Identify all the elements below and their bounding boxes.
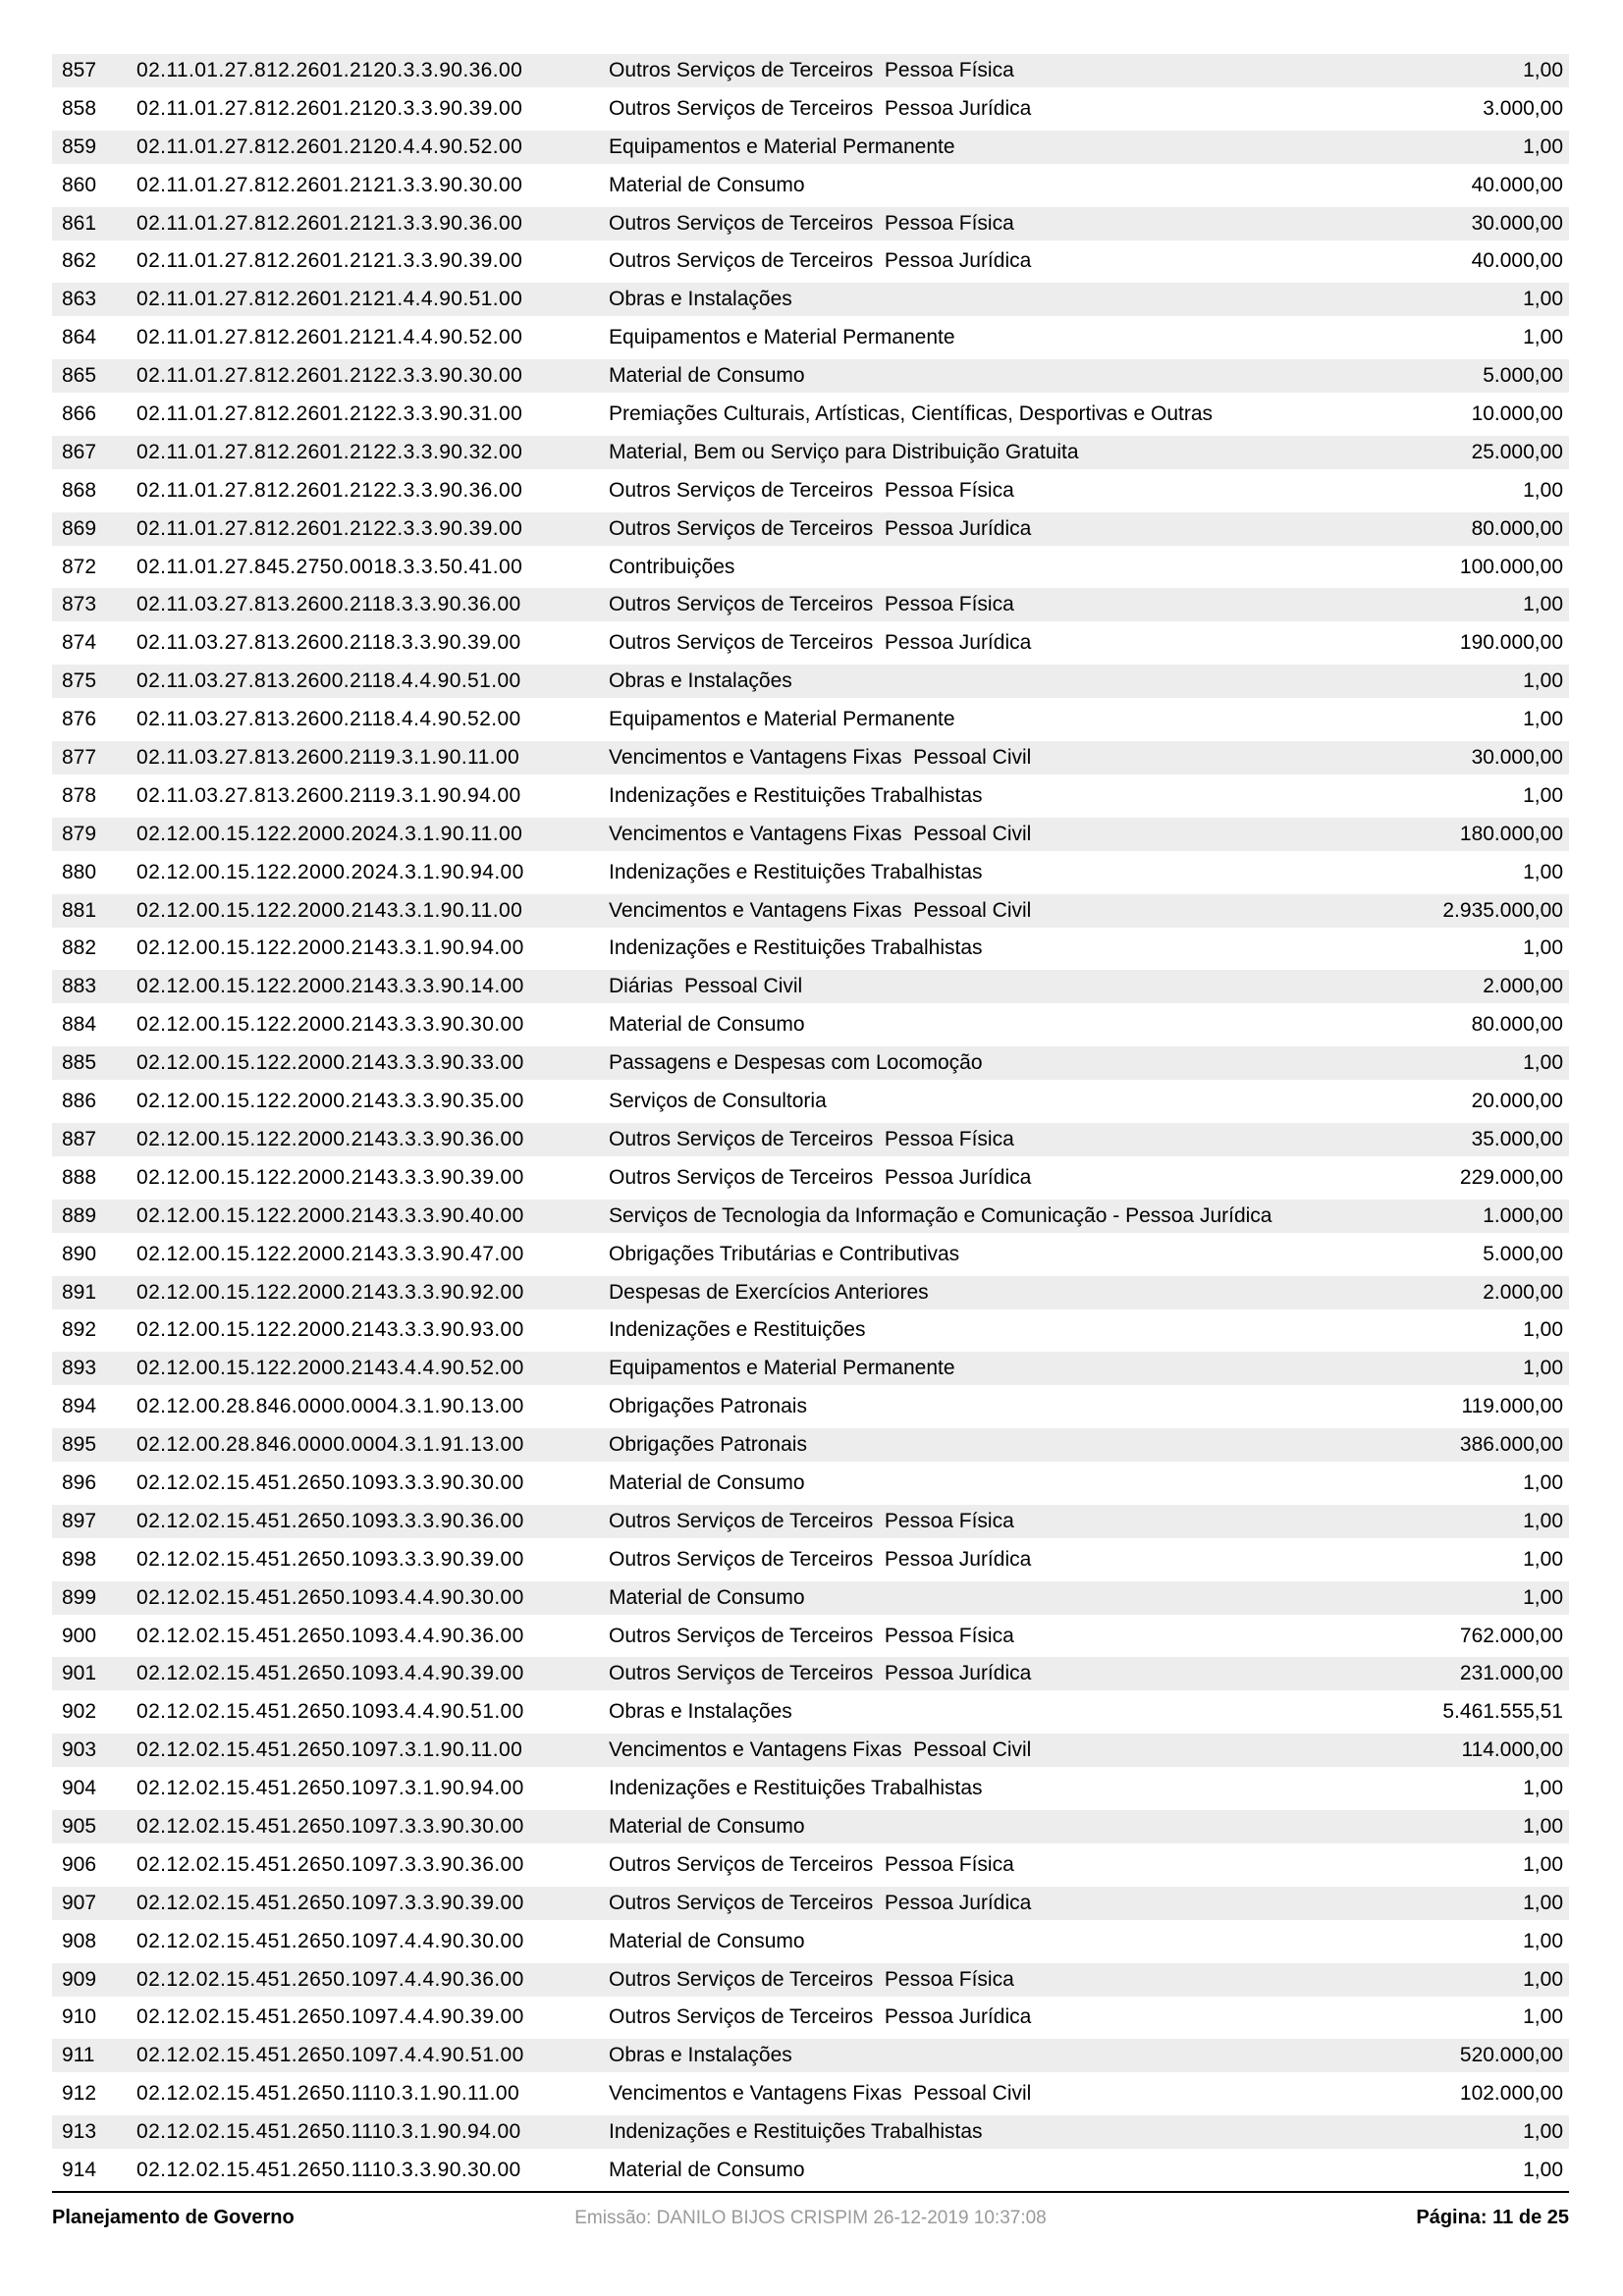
table-row: [52, 92, 1569, 126]
row-number: 901: [62, 1662, 97, 1685]
row-description: Contribuições: [609, 555, 735, 578]
row-number: 889: [62, 1203, 97, 1227]
row-value: 35.000,00: [1471, 1127, 1563, 1150]
row-description: Outros Serviços de Terceiros Pessoa Jurídica: [609, 96, 1032, 120]
row-description: Material de Consumo: [609, 173, 805, 196]
row-code: 02.12.02.15.451.2650.1097.4.4.90.39.00: [136, 2005, 524, 2029]
table-row: [52, 244, 1569, 278]
table-row: [52, 169, 1569, 202]
table-row: [52, 1657, 1569, 1690]
table-row: [52, 588, 1569, 621]
row-code: 02.11.03.27.813.2600.2118.3.3.90.39.00: [136, 631, 521, 655]
table-row: [52, 1734, 1569, 1767]
row-value: 1,00: [1523, 1547, 1563, 1571]
row-code: 02.11.03.27.813.2600.2119.3.1.90.11.00: [136, 746, 520, 770]
row-description: Outros Serviços de Terceiros Pessoa Jurídica: [609, 249, 1032, 273]
row-value: 119.000,00: [1461, 1395, 1563, 1418]
table-row: [52, 1810, 1569, 1843]
row-value: 1,00: [1523, 1891, 1563, 1914]
row-number: 904: [62, 1777, 97, 1800]
row-value: 1,00: [1523, 936, 1563, 960]
row-code: 02.11.01.27.812.2601.2121.4.4.90.52.00: [136, 326, 523, 349]
row-number: 875: [62, 669, 97, 693]
row-number: 860: [62, 173, 97, 196]
row-description: Equipamentos e Material Permanente: [609, 326, 955, 349]
row-code: 02.12.00.15.122.2000.2143.3.1.90.11.00: [136, 898, 523, 922]
row-code: 02.12.02.15.451.2650.1110.3.1.90.11.00: [136, 2082, 520, 2106]
row-value: 229.000,00: [1459, 1165, 1563, 1189]
row-number: 883: [62, 975, 97, 998]
row-number: 914: [62, 2158, 97, 2181]
table-row: [52, 207, 1569, 240]
row-description: Diárias Pessoal Civil: [609, 975, 803, 998]
table-row: [52, 474, 1569, 507]
row-value: 80.000,00: [1471, 516, 1563, 540]
row-value: 1,00: [1523, 1814, 1563, 1838]
row-code: 02.12.02.15.451.2650.1097.3.1.90.11.00: [136, 1738, 523, 1762]
row-description: Vencimentos e Vantagens Fixas Pessoal Civil: [609, 822, 1032, 845]
row-code: 02.12.02.15.451.2650.1097.4.4.90.30.00: [136, 1929, 524, 1952]
row-number: 886: [62, 1090, 97, 1113]
row-description: Obras e Instalações: [609, 2044, 792, 2067]
table-row: [52, 665, 1569, 698]
row-value: 5.461.555,51: [1442, 1700, 1563, 1724]
row-value: 1,00: [1523, 1509, 1563, 1532]
row-code: 02.12.02.15.451.2650.1093.3.3.90.36.00: [136, 1509, 524, 1532]
row-number: 859: [62, 134, 97, 158]
row-number: 912: [62, 2082, 97, 2106]
row-number: 897: [62, 1509, 97, 1532]
row-number: 868: [62, 478, 97, 502]
row-description: Vencimentos e Vantagens Fixas Pessoal Civil: [609, 746, 1032, 770]
table-row: [52, 398, 1569, 431]
table-row: [52, 2039, 1569, 2072]
row-number: 909: [62, 1967, 97, 1991]
row-description: Outros Serviços de Terceiros Pessoa Jurídica: [609, 631, 1032, 655]
row-description: Indenizações e Restituições Trabalhistas: [609, 860, 983, 883]
row-value: 1,00: [1523, 134, 1563, 158]
row-code: 02.11.01.27.812.2601.2120.4.4.90.52.00: [136, 134, 523, 158]
row-code: 02.11.01.27.812.2601.2122.3.3.90.30.00: [136, 364, 523, 388]
row-number: 913: [62, 2120, 97, 2144]
row-value: 30.000,00: [1471, 211, 1563, 235]
table-row: [52, 2077, 1569, 2110]
row-code: 02.12.00.15.122.2000.2143.3.3.90.35.00: [136, 1090, 524, 1113]
row-number: 873: [62, 593, 97, 616]
row-value: 386.000,00: [1459, 1433, 1563, 1457]
row-number: 882: [62, 936, 97, 960]
row-number: 895: [62, 1433, 97, 1457]
footer-emission-info: Emissão: DANILO BIJOS CRISPIM 26-12-2019 10:37:08: [574, 2208, 1047, 2228]
row-code: 02.12.00.15.122.2000.2024.3.1.90.11.00: [136, 822, 523, 845]
row-code: 02.12.00.15.122.2000.2143.3.3.90.40.00: [136, 1203, 524, 1227]
table-row: [52, 1008, 1569, 1041]
row-number: 877: [62, 746, 97, 770]
row-code: 02.11.01.27.812.2601.2121.3.3.90.30.00: [136, 173, 523, 196]
row-description: Equipamentos e Material Permanente: [609, 1357, 955, 1380]
row-value: 10.000,00: [1471, 402, 1563, 426]
row-description: Outros Serviços de Terceiros Pessoa Física: [609, 1967, 1014, 1991]
row-value: 40.000,00: [1471, 173, 1563, 196]
row-code: 02.12.00.15.122.2000.2143.3.3.90.14.00: [136, 975, 524, 998]
row-number: 858: [62, 96, 97, 120]
row-description: Material de Consumo: [609, 1929, 805, 1952]
row-value: 2.000,00: [1483, 975, 1563, 998]
row-description: Indenizações e Restituições: [609, 1318, 866, 1342]
row-value: 40.000,00: [1471, 249, 1563, 273]
row-number: 900: [62, 1624, 97, 1647]
row-value: 1,00: [1523, 1470, 1563, 1494]
row-value: 80.000,00: [1471, 1013, 1563, 1037]
table-row: [52, 2115, 1569, 2149]
row-number: 872: [62, 555, 97, 578]
row-value: 20.000,00: [1471, 1090, 1563, 1113]
row-number: 863: [62, 288, 97, 311]
table-row: [52, 1505, 1569, 1538]
row-value: 1,00: [1523, 1929, 1563, 1952]
row-code: 02.12.00.15.122.2000.2143.3.3.90.36.00: [136, 1127, 524, 1150]
row-value: 1,00: [1523, 1585, 1563, 1609]
row-description: Despesas de Exercícios Anteriores: [609, 1280, 929, 1304]
table-row: [52, 2001, 1569, 2034]
row-description: Outros Serviços de Terceiros Pessoa Física: [609, 593, 1014, 616]
row-code: 02.11.01.27.812.2601.2122.3.3.90.36.00: [136, 478, 523, 502]
row-number: 908: [62, 1929, 97, 1952]
row-number: 885: [62, 1051, 97, 1075]
row-code: 02.12.00.28.846.0000.0004.3.1.91.13.00: [136, 1433, 524, 1457]
row-number: 910: [62, 2005, 97, 2029]
row-code: 02.11.01.27.812.2601.2122.3.3.90.31.00: [136, 402, 523, 426]
row-code: 02.12.02.15.451.2650.1097.3.3.90.30.00: [136, 1814, 524, 1838]
table-row: [52, 1428, 1569, 1462]
table-row: [52, 818, 1569, 851]
row-number: 880: [62, 860, 97, 883]
row-code: 02.11.01.27.812.2601.2121.4.4.90.51.00: [136, 288, 523, 311]
row-code: 02.12.02.15.451.2650.1110.3.3.90.30.00: [136, 2158, 521, 2181]
table-row: [52, 1313, 1569, 1347]
table-row: [52, 54, 1569, 87]
row-code: 02.12.00.15.122.2000.2143.3.3.90.39.00: [136, 1165, 524, 1189]
row-code: 02.12.02.15.451.2650.1093.4.4.90.30.00: [136, 1585, 524, 1609]
table-row: [52, 1467, 1569, 1500]
table-row: [52, 436, 1569, 469]
row-value: 762.000,00: [1459, 1624, 1563, 1647]
row-number: 864: [62, 326, 97, 349]
budget-table-body: [52, 54, 1569, 2187]
row-number: 869: [62, 516, 97, 540]
row-value: 1,00: [1523, 288, 1563, 311]
row-value: 1,00: [1523, 478, 1563, 502]
row-description: Indenizações e Restituições Trabalhistas: [609, 2120, 983, 2144]
row-description: Indenizações e Restituições Trabalhistas: [609, 783, 983, 807]
row-description: Premiações Culturais, Artísticas, Científicas, Desportivas e Outras: [609, 402, 1214, 426]
table-row: [52, 1085, 1569, 1118]
row-number: 876: [62, 708, 97, 731]
row-code: 02.12.00.15.122.2000.2143.3.3.90.33.00: [136, 1051, 524, 1075]
row-value: 180.000,00: [1459, 822, 1563, 845]
table-row: [52, 894, 1569, 928]
row-code: 02.11.01.27.812.2601.2122.3.3.90.32.00: [136, 440, 523, 463]
table-row: [52, 1161, 1569, 1195]
row-description: Equipamentos e Material Permanente: [609, 708, 955, 731]
row-code: 02.12.02.15.451.2650.1097.3.1.90.94.00: [136, 1777, 524, 1800]
row-value: 2.935.000,00: [1442, 898, 1563, 922]
row-number: 881: [62, 898, 97, 922]
row-number: 896: [62, 1470, 97, 1494]
row-value: 1,00: [1523, 1967, 1563, 1991]
row-number: 892: [62, 1318, 97, 1342]
table-row: [52, 551, 1569, 584]
row-code: 02.11.01.27.812.2601.2122.3.3.90.39.00: [136, 516, 523, 540]
row-description: Vencimentos e Vantagens Fixas Pessoal Civil: [609, 1738, 1032, 1762]
row-description: Outros Serviços de Terceiros Pessoa Física: [609, 1852, 1014, 1876]
row-number: 890: [62, 1242, 97, 1265]
row-description: Outros Serviços de Terceiros Pessoa Física: [609, 478, 1014, 502]
row-value: 1,00: [1523, 708, 1563, 731]
row-value: 1,00: [1523, 783, 1563, 807]
row-number: 857: [62, 59, 97, 81]
table-row: [52, 1390, 1569, 1423]
row-description: Outros Serviços de Terceiros Pessoa Jurídica: [609, 516, 1032, 540]
row-code: 02.12.00.15.122.2000.2143.3.3.90.30.00: [136, 1013, 524, 1037]
row-description: Serviços de Consultoria: [609, 1090, 827, 1113]
row-description: Obras e Instalações: [609, 669, 792, 693]
row-code: 02.11.03.27.813.2600.2118.3.3.90.36.00: [136, 593, 521, 616]
row-value: 5.000,00: [1483, 364, 1563, 388]
row-number: 898: [62, 1547, 97, 1571]
row-description: Outros Serviços de Terceiros Pessoa Jurídica: [609, 1662, 1032, 1685]
row-description: Vencimentos e Vantagens Fixas Pessoal Civil: [609, 898, 1032, 922]
table-row: [52, 2154, 1569, 2187]
row-code: 02.12.00.15.122.2000.2143.3.3.90.92.00: [136, 1280, 524, 1304]
table-row: [52, 932, 1569, 965]
row-value: 1,00: [1523, 1357, 1563, 1380]
row-value: 1,00: [1523, 1318, 1563, 1342]
row-code: 02.12.00.15.122.2000.2143.3.1.90.94.00: [136, 936, 524, 960]
row-code: 02.11.03.27.813.2600.2118.4.4.90.52.00: [136, 708, 521, 731]
row-code: 02.11.03.27.813.2600.2118.4.4.90.51.00: [136, 669, 521, 693]
row-value: 1,00: [1523, 2158, 1563, 2181]
table-row: [52, 359, 1569, 393]
row-description: Material, Bem ou Serviço para Distribuição Gratuita: [609, 440, 1079, 463]
row-number: 888: [62, 1165, 97, 1189]
row-number: 893: [62, 1357, 97, 1380]
row-description: Material de Consumo: [609, 364, 805, 388]
table-row: [52, 321, 1569, 354]
table-row: [52, 1543, 1569, 1576]
row-description: Indenizações e Restituições Trabalhistas: [609, 936, 983, 960]
table-row: [52, 1238, 1569, 1271]
row-description: Material de Consumo: [609, 1814, 805, 1838]
row-code: 02.12.02.15.451.2650.1093.4.4.90.51.00: [136, 1700, 524, 1724]
row-number: 894: [62, 1395, 97, 1418]
row-number: 862: [62, 249, 97, 273]
row-code: 02.11.01.27.812.2601.2121.3.3.90.39.00: [136, 249, 523, 273]
row-description: Vencimentos e Vantagens Fixas Pessoal Civil: [609, 2082, 1032, 2106]
table-row: [52, 283, 1569, 316]
row-code: 02.12.02.15.451.2650.1097.4.4.90.51.00: [136, 2044, 524, 2067]
row-description: Obrigações Tributárias e Contributivas: [609, 1242, 960, 1265]
row-value: 1,00: [1523, 1051, 1563, 1075]
row-code: 02.11.01.27.812.2601.2120.3.3.90.39.00: [136, 96, 523, 120]
row-number: 911: [62, 2044, 95, 2067]
row-number: 874: [62, 631, 97, 655]
row-number: 878: [62, 783, 97, 807]
row-number: 903: [62, 1738, 97, 1762]
row-number: 879: [62, 822, 97, 845]
row-code: 02.11.01.27.845.2750.0018.3.3.50.41.00: [136, 555, 523, 578]
row-code: 02.12.02.15.451.2650.1093.4.4.90.36.00: [136, 1624, 524, 1647]
row-description: Outros Serviços de Terceiros Pessoa Física: [609, 211, 1014, 235]
row-description: Outros Serviços de Terceiros Pessoa Física: [609, 1127, 1014, 1150]
row-description: Material de Consumo: [609, 2158, 805, 2181]
row-description: Equipamentos e Material Permanente: [609, 134, 955, 158]
row-code: 02.12.02.15.451.2650.1097.3.3.90.39.00: [136, 1891, 524, 1914]
row-description: Serviços de Tecnologia da Informação e Comunicação - Pessoa Jurídica: [609, 1203, 1272, 1227]
row-description: Outros Serviços de Terceiros Pessoa Física: [609, 1509, 1014, 1532]
table-row: [52, 1276, 1569, 1309]
row-description: Outros Serviços de Terceiros Pessoa Jurídica: [609, 1165, 1032, 1189]
row-description: Outros Serviços de Terceiros Pessoa Jurídica: [609, 1891, 1032, 1914]
row-value: 114.000,00: [1461, 1738, 1563, 1762]
row-number: 865: [62, 364, 97, 388]
row-number: 907: [62, 1891, 97, 1914]
row-code: 02.12.00.15.122.2000.2143.4.4.90.52.00: [136, 1357, 524, 1380]
table-row: [52, 741, 1569, 774]
footer-report-title: Planejamento de Governo: [52, 2207, 295, 2228]
table-row: [52, 1772, 1569, 1805]
row-description: Indenizações e Restituições Trabalhistas: [609, 1777, 983, 1800]
row-code: 02.12.00.15.122.2000.2024.3.1.90.94.00: [136, 860, 524, 883]
table-row: [52, 1352, 1569, 1385]
row-value: 520.000,00: [1459, 2044, 1563, 2067]
row-number: 891: [62, 1280, 97, 1304]
row-value: 1,00: [1523, 2120, 1563, 2144]
table-row: [52, 1581, 1569, 1615]
row-description: Obrigações Patronais: [609, 1395, 807, 1418]
row-value: 5.000,00: [1483, 1242, 1563, 1265]
row-value: 1,00: [1523, 860, 1563, 883]
table-row: [52, 512, 1569, 546]
row-code: 02.12.00.28.846.0000.0004.3.1.90.13.00: [136, 1395, 524, 1418]
row-value: 190.000,00: [1459, 631, 1563, 655]
row-description: Outros Serviços de Terceiros Pessoa Física: [609, 1624, 1014, 1647]
row-number: 905: [62, 1814, 97, 1838]
row-value: 1,00: [1523, 326, 1563, 349]
table-row: [52, 1123, 1569, 1156]
row-number: 867: [62, 440, 97, 463]
table-row: [52, 856, 1569, 889]
row-number: 866: [62, 402, 97, 426]
row-description: Outros Serviços de Terceiros Pessoa Física: [609, 59, 1014, 81]
row-value: 1,00: [1523, 2005, 1563, 2029]
row-code: 02.12.02.15.451.2650.1093.3.3.90.39.00: [136, 1547, 524, 1571]
table-row: [52, 131, 1569, 164]
row-value: 2.000,00: [1483, 1280, 1563, 1304]
row-code: 02.12.00.15.122.2000.2143.3.3.90.93.00: [136, 1318, 524, 1342]
row-description: Obras e Instalações: [609, 1700, 792, 1724]
row-number: 906: [62, 1852, 97, 1876]
row-code: 02.12.02.15.451.2650.1093.4.4.90.39.00: [136, 1662, 524, 1685]
table-row: [52, 779, 1569, 813]
table-row: [52, 703, 1569, 736]
row-code: 02.12.02.15.451.2650.1097.3.3.90.36.00: [136, 1852, 524, 1876]
row-number: 861: [62, 211, 97, 235]
row-value: 231.000,00: [1459, 1662, 1563, 1685]
row-code: 02.11.01.27.812.2601.2121.3.3.90.36.00: [136, 211, 523, 235]
row-value: 25.000,00: [1471, 440, 1563, 463]
row-code: 02.11.01.27.812.2601.2120.3.3.90.36.00: [136, 59, 523, 81]
row-code: 02.12.02.15.451.2650.1093.3.3.90.30.00: [136, 1470, 524, 1494]
row-value: 30.000,00: [1471, 746, 1563, 770]
row-code: 02.11.03.27.813.2600.2119.3.1.90.94.00: [136, 783, 521, 807]
row-value: 1,00: [1523, 669, 1563, 693]
row-code: 02.12.02.15.451.2650.1110.3.1.90.94.00: [136, 2120, 521, 2144]
row-description: Material de Consumo: [609, 1013, 805, 1037]
row-description: Material de Consumo: [609, 1470, 805, 1494]
row-description: Outros Serviços de Terceiros Pessoa Jurídica: [609, 1547, 1032, 1571]
row-description: Obras e Instalações: [609, 288, 792, 311]
row-number: 902: [62, 1700, 97, 1724]
row-description: Obrigações Patronais: [609, 1433, 807, 1457]
row-number: 884: [62, 1013, 97, 1037]
table-row: [52, 1695, 1569, 1729]
table-row: [52, 1200, 1569, 1233]
row-value: 102.000,00: [1459, 2082, 1563, 2106]
page-footer: [52, 2207, 1569, 2229]
row-value: 100.000,00: [1459, 555, 1563, 578]
table-row: [52, 1963, 1569, 1997]
row-description: Passagens e Despesas com Locomoção: [609, 1051, 983, 1075]
row-code: 02.12.02.15.451.2650.1097.4.4.90.36.00: [136, 1967, 524, 1991]
table-row: [52, 626, 1569, 660]
footer-divider-line: [52, 2191, 1569, 2193]
footer-page-number: Página: 11 de 25: [1416, 2207, 1569, 2228]
table-row: [52, 1848, 1569, 1882]
row-code: 02.12.00.15.122.2000.2143.3.3.90.47.00: [136, 1242, 524, 1265]
row-number: 899: [62, 1585, 97, 1609]
row-description: Outros Serviços de Terceiros Pessoa Jurídica: [609, 2005, 1032, 2029]
row-description: Material de Consumo: [609, 1585, 805, 1609]
row-value: 1,00: [1523, 593, 1563, 616]
table-row: [52, 1046, 1569, 1080]
row-value: 1,00: [1523, 1852, 1563, 1876]
table-row: [52, 1887, 1569, 1920]
row-value: 1,00: [1523, 59, 1563, 81]
table-row: [52, 1620, 1569, 1653]
row-value: 3.000,00: [1483, 96, 1563, 120]
table-row: [52, 970, 1569, 1003]
row-number: 887: [62, 1127, 97, 1150]
row-value: 1,00: [1523, 1777, 1563, 1800]
row-value: 1.000,00: [1483, 1203, 1563, 1227]
table-row: [52, 1925, 1569, 1958]
